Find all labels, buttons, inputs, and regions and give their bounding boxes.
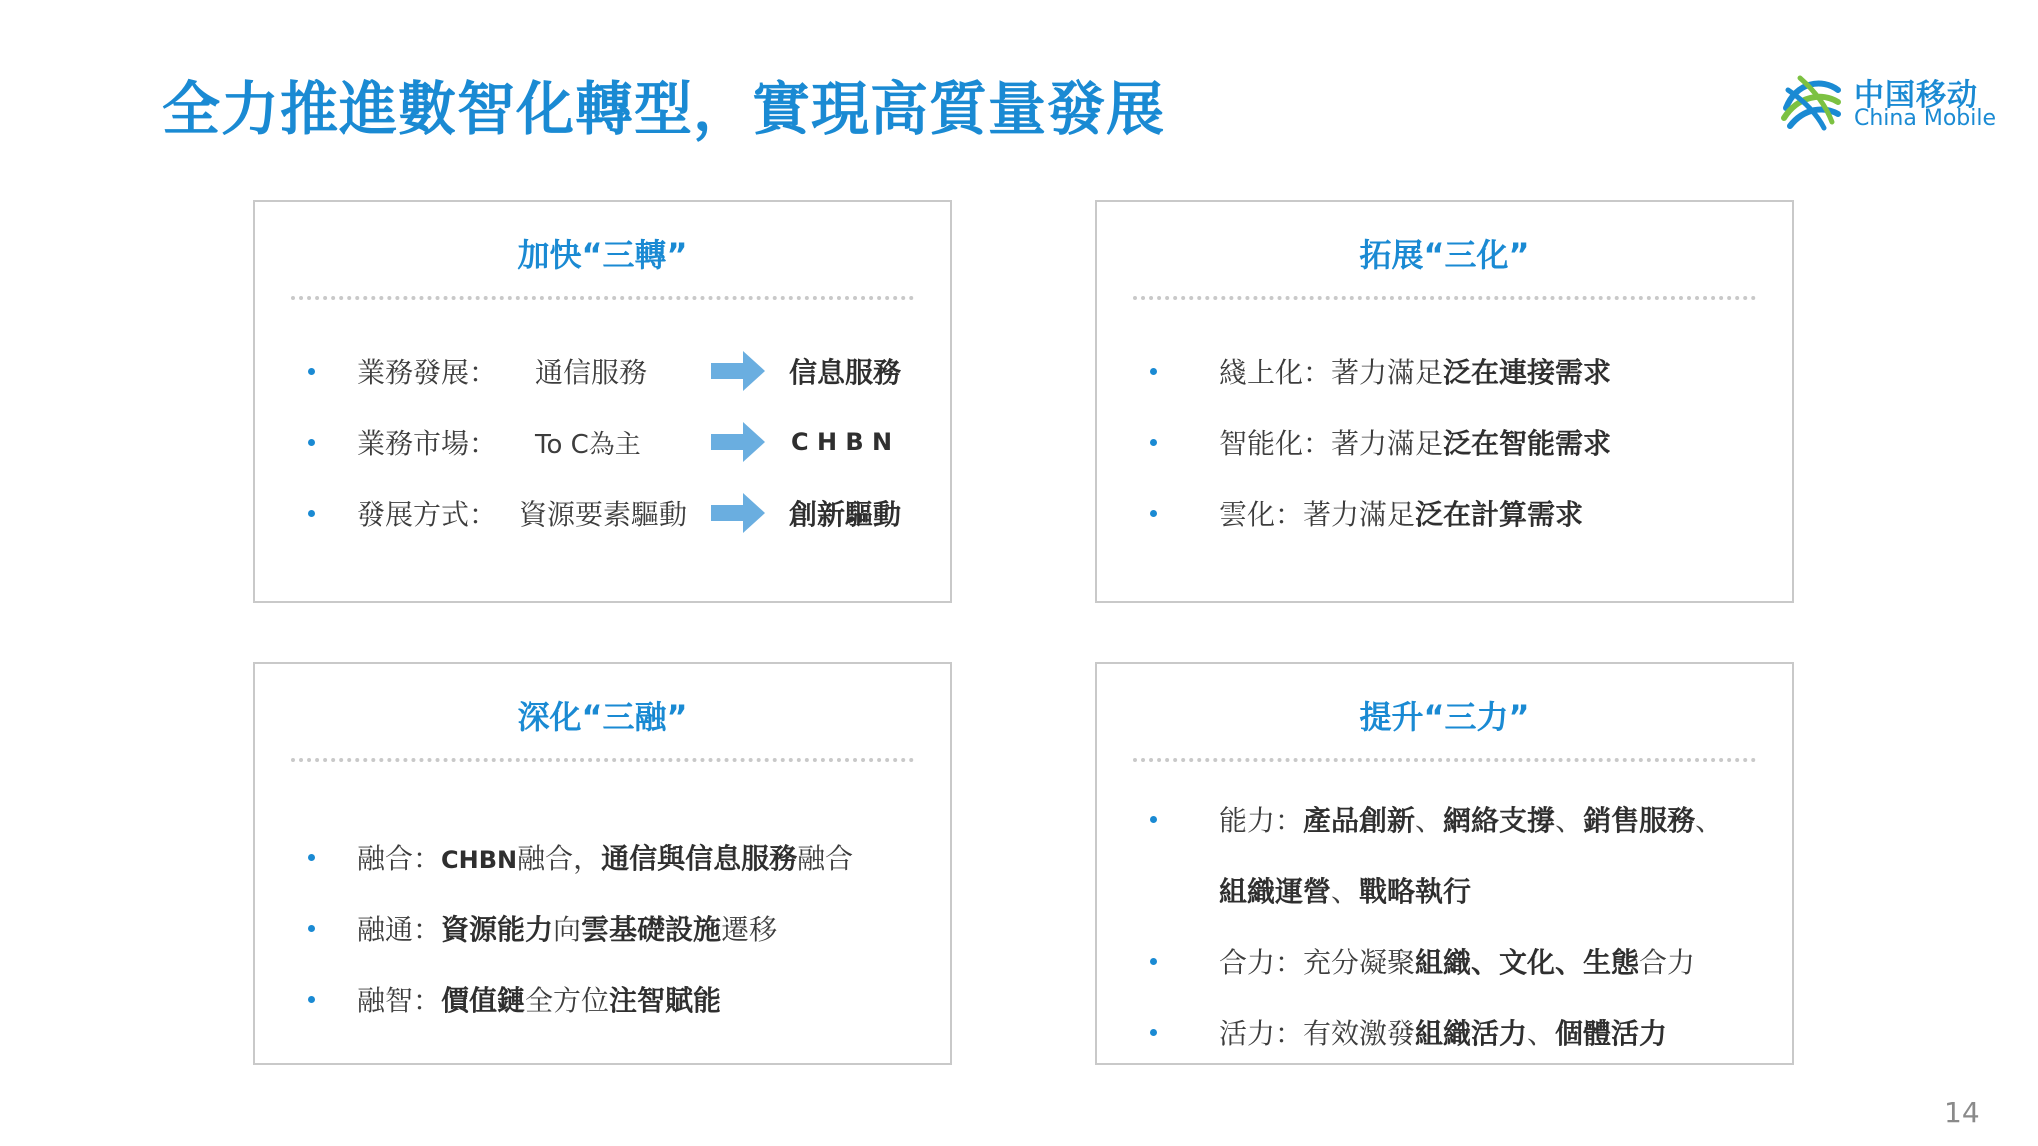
row-text: 、	[1555, 804, 1584, 837]
row-from: 通信服務	[535, 356, 648, 389]
list-item	[1097, 490, 1792, 536]
row-emphasis: 網絡支撐	[1443, 804, 1556, 837]
row-emphasis: 注智賦能	[609, 984, 722, 1017]
bullet-icon	[305, 851, 317, 863]
row-prefix: 雲化：著力滿足	[1219, 498, 1416, 531]
panel-title: 提升“三力”	[1359, 698, 1530, 736]
bullet-icon	[1147, 813, 1159, 825]
dotted-divider	[1133, 758, 1756, 762]
list-item	[255, 419, 950, 465]
row-emphasis: 通信與信息服務	[601, 842, 798, 875]
list-item	[1097, 938, 1792, 984]
panel-title: 加快“三轉”	[517, 236, 688, 274]
row-text: 融合	[797, 842, 854, 875]
bullet-icon	[305, 436, 317, 448]
row-text: 全方位	[525, 984, 610, 1017]
arrow-right-icon	[711, 493, 765, 533]
slide-title: 全力推進數智化轉型，實現高質量發展	[162, 75, 1166, 143]
row-emphasis: 組織、文化、生態	[1415, 946, 1640, 979]
row-key: 活力：有效激發	[1219, 1017, 1416, 1050]
list-item	[255, 976, 950, 1022]
logo-english-text: China Mobile	[1854, 106, 1997, 131]
bullet-icon	[1147, 365, 1159, 377]
row-emphasis: 組織活力	[1415, 1017, 1528, 1050]
panel-accelerate	[253, 200, 952, 603]
row-from: 資源要素驅動	[519, 498, 688, 531]
panel-title: 深化“三融”	[517, 698, 688, 736]
bullet-icon	[305, 993, 317, 1005]
row-emphasis: 銷售服務	[1583, 804, 1696, 837]
china-mobile-logo-icon	[1778, 68, 1844, 134]
panel-enhance	[1095, 662, 1794, 1065]
bullet-icon	[1147, 1026, 1159, 1038]
row-emphasis: 泛在連接需求	[1443, 356, 1612, 389]
row-key: 合力：充分凝聚	[1219, 946, 1416, 979]
logo-chinese-text: 中国移动	[1854, 78, 1978, 113]
row-to: C H B N	[791, 428, 893, 456]
page-number: 14	[1944, 1096, 1980, 1129]
row-key: 融智：	[357, 984, 442, 1017]
row-emphasis: CHBN	[441, 846, 518, 874]
row-text: 、	[1527, 1017, 1556, 1050]
list-item	[255, 348, 950, 394]
row-to: 信息服務	[789, 356, 902, 389]
dotted-divider	[291, 296, 914, 300]
row-text: 、	[1331, 875, 1360, 908]
row-prefix: 智能化：著力滿足	[1219, 427, 1444, 460]
row-emphasis: 戰略執行	[1359, 875, 1472, 908]
list-item	[1097, 1009, 1792, 1055]
row-text: 合力	[1639, 946, 1696, 979]
row-from: To C為主	[535, 429, 641, 460]
list-item-continuation	[1097, 867, 1792, 913]
row-emphasis: 泛在計算需求	[1415, 498, 1584, 531]
bullet-icon	[1147, 955, 1159, 967]
row-text: 、	[1695, 804, 1724, 837]
row-text: 向	[553, 913, 582, 946]
row-emphasis: 產品創新	[1303, 804, 1416, 837]
list-item	[255, 490, 950, 536]
list-item	[1097, 348, 1792, 394]
list-item	[255, 834, 950, 880]
row-label: 業務市場：	[357, 427, 498, 460]
bullet-icon	[1147, 507, 1159, 519]
arrow-right-icon	[711, 351, 765, 391]
row-key: 融通：	[357, 913, 442, 946]
row-emphasis: 泛在智能需求	[1443, 427, 1612, 460]
china-mobile-logo	[1778, 68, 1997, 134]
row-emphasis: 雲基礎設施	[581, 913, 722, 946]
row-text: 融合，	[517, 842, 602, 875]
arrow-right-icon	[711, 422, 765, 462]
bullet-icon	[1147, 436, 1159, 448]
row-text: 遷移	[721, 913, 778, 946]
panel-title: 拓展“三化”	[1359, 236, 1530, 274]
panel-deepen	[253, 662, 952, 1065]
row-label: 發展方式：	[357, 498, 498, 531]
row-emphasis: 價值鏈	[441, 984, 526, 1017]
list-item	[1097, 796, 1792, 842]
row-emphasis: 個體活力	[1555, 1017, 1668, 1050]
row-label: 業務發展：	[357, 356, 498, 389]
row-emphasis: 組織運營	[1219, 875, 1332, 908]
list-item	[255, 905, 950, 951]
row-to: 創新驅動	[789, 498, 902, 531]
row-key: 融合：	[357, 842, 442, 875]
row-key: 能力：	[1219, 804, 1304, 837]
list-item	[1097, 419, 1792, 465]
bullet-icon	[305, 922, 317, 934]
dotted-divider	[1133, 296, 1756, 300]
panel-expand	[1095, 200, 1794, 603]
dotted-divider	[291, 758, 914, 762]
bullet-icon	[305, 507, 317, 519]
row-prefix: 綫上化：著力滿足	[1219, 356, 1444, 389]
row-text: 、	[1415, 804, 1444, 837]
row-emphasis: 資源能力	[441, 913, 554, 946]
bullet-icon	[305, 365, 317, 377]
